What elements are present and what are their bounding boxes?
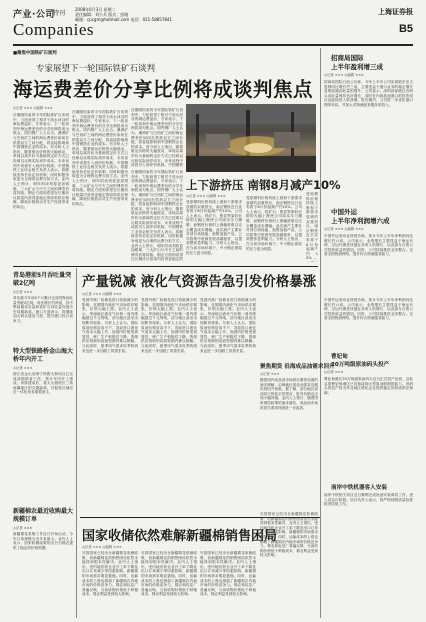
- middle-body-col2: 受原燃料价格持续上涨和下游需求放缓的双重挤压，南京钢铁近日宣布将于8月份起减产约10%。公司人士表示，铁矿石、焦炭等原料价格的大幅上涨使公司成本压力骤增，而钢材价格的上涨幅度难以完全覆盖成本增幅。此次减产主要针对部分高耗能、低附加值产品，公司将集中资源发展高端板材，以提高整体盈利能力。分析人士指出，在当前市场环境下，中小钢企面临的压力更为明显。: [246, 196, 302, 251]
- email-line: 邮箱：cpcgm@hotmail.com 电话：021-58857841: [75, 17, 173, 22]
- photo-art: [186, 104, 316, 172]
- bottom-body-col3: 尽管国家已经出台新疆棉花收储政策，但新疆棉花的销售困局依然未能得到根本性解决。业内人士指出，受内地纺织企业开工率下降及出口订单减少等因素影响，新疆棉的市场需求明显萎缩。同时，运输成本的上涨也削弱了新疆棉在内地市场的价格竞争力。棉农和轧花厂普遍反映，当前收购价格低于种植成本，棉农利益受到较大影响。: [200, 551, 256, 597]
- brand-name: 上海证券报: [378, 7, 413, 16]
- futures-byline: ◎记者 ×××: [260, 372, 280, 376]
- left-story-1-body: 青岛港今年前5个月累计完成货物吞吐量突破2亿吨，同比增长约两成，其中集装箱吞吐量和铁矿石吞吐量均创历史同期新高。港口方面表示，将继续加大码头建设力度，提升港口综合竞争力。: [13, 296, 73, 323]
- middle-byline: ◎记者 ××× ◎编辑 ×××: [186, 194, 226, 198]
- right-story-2-byline: ◎记者 ××× ◎编辑 ×××: [324, 227, 364, 231]
- left-story-2-title: 特大型铁路桥金山海大桥年内开工: [13, 348, 74, 363]
- right-bottom-body: 南岸中铁相关项目近日顺利完成设备安装调试工作，进入试运行阶段。项目负责人表示，将严格按照质量标准推进后续工作。: [324, 493, 413, 507]
- section-title: 产业·公司: [13, 10, 55, 20]
- lead-headline: 海运费差价分享比例将成谈判焦点: [13, 78, 314, 101]
- bottom-body-col4: 尽管国家已经出台新疆棉花收储政策，但新疆棉花的销售困局依然未能得到根本性解决。业内人士指出，受内地纺织企业开工率下降及出口订单减少等因素影响，新疆棉的市场需求明显萎缩。同时，运输成本的上涨也削弱了新疆棉在内地市场的价格竞争力。棉农和轧花厂普遍反映，当前收购价格低于种植成本，棉农利益受到较大影响。: [260, 512, 318, 558]
- photo-side-text: 在刚刚结束的今年国际铁矿石谈判中，力拓获得了相对于淡水河谷的海运费溢价，专家表示，下一轮谈判中海运费差价的分享比例将成为焦点。国内钢厂人士认为，澳洲矿与巴西矿之间的海运费差价如何在供需双方之间分配，将直接影响到中国钢铁企业的成本。有分析人士指出，随着航运价格的大幅波动，单纯以离岸价为基础的定价方式已经难以反映实际到岸成本，未来谈判中或将引入到岸价机制。中国钢铁工业协会相关负责人表示，将继续坚持长协定价机制，同时积极争取更为合理的运费分担方式。业内人士预计，明年的谈判将更加艰难，三大矿山与中方之间的博弈仍将持续。钢企方面则希望在长期协议框架内获得更稳定的: [131, 170, 183, 262]
- futures-body-col2: 中国外运发布业绩预告称，预计今年上半年净利润同比增长约六成。公司表示，业绩增长主要得益于海运代理、空运代理及快递业务收入的增长，以及部分合资公司投资收益的增加。同时，公司持续推进业务整合，完善全国物流网络，提升综合物流服务能力。: [324, 298, 413, 321]
- right-column-divider: [320, 48, 321, 618]
- right-story-1-body: 招商局国际日前公告称，今年上半年公司实现股东应占盈利同比增长约三成，主要受益于港口业务的稳定增长及集装箱吞吐量的提升。公司表示，深圳西部港区各码头吞吐量保持良好增长，同时在内地其他港口的投资项目也陆续进入收获期。报告期内，公司进一步优化港口网络布局，并加大对物流配套服务的投入。: [324, 80, 413, 107]
- caofeidian-body: 曹妃甸港区20万吨级原油码头近日正式投产运营，这标志着曹妃甸港区已具备接卸大型原油船舶的能力。该码头的投产将为华北地区炼化企业提供稳定的原油供应保障。: [324, 377, 413, 395]
- second-byline: ◎记者 ××× ◎编辑 ×××: [82, 292, 122, 296]
- masthead: [13, 6, 413, 44]
- bottom-byline: ◎记者 ××× ◎编辑 ×××: [82, 545, 122, 549]
- lead-bottom-rule: [13, 266, 318, 267]
- left-story-1-byline: ◎记者 ×××: [13, 290, 33, 294]
- editor-line: 责任编辑：刘小兵 版式：彭晓: [75, 12, 129, 17]
- middle-body-col3: 受原燃料价格持续上涨和下游需求放缓的双重挤压，南京钢铁近日宣布将于8月份起减产约10%。: [306, 192, 318, 261]
- middle-body-col1: 受原燃料价格持续上涨和下游需求放缓的双重挤压，南京钢铁近日宣布将于8月份起减产约10%。公司人士表示，铁矿石、焦炭等原料价格的大幅上涨使公司成本压力骤增，而钢材价格的上涨幅度难以完全覆盖成本增幅。此次减产主要针对部分高耗能、低附加值产品，公司将集中资源发展高端板材，以提高整体盈利能力。分析人士指出，在当前市场环境下，中小钢企面临的压力更为明显。: [186, 200, 242, 255]
- lead-kicker: ■聚焦中国铁矿石谈判: [13, 51, 57, 56]
- right-story-1-tag: 招商局国际: [331, 54, 364, 62]
- left-story-3-body: 新疆棉花收购工作近日开始启动，今年订单规模为近年来最大。业内人士表示，国家收储政策的出台为棉农提供了稳定的价格预期。: [13, 532, 73, 550]
- right-story-1-byline: ◎记者 ××× ◎编辑 ×××: [324, 73, 364, 77]
- lead-body-col3: 在刚刚结束的今年国际铁矿石谈判中，力拓获得了相对于淡水河谷的海运费溢价，专家表示，下一轮谈判中海运费差价的分享比例将成为焦点。国内钢厂人士认为，澳洲矿与巴西矿之间的海运费差价如何在供需双方之间分配，将直接影响到中国钢铁企业的成本。有分析人士指出，随着航运价格的大幅波动，单纯以离岸价为基础的定价方式已经难以反映实际到岸成本，未来谈判中或将引入到岸价机制。中国钢铁: [131, 108, 183, 168]
- second-body-col2: 受国内炼厂检修及进口资源减少的影响，近期国内液化气市场供应紧张，价格大幅上涨。业内人士表示，华南地区液化气价格一周内涨幅超过千元每吨，部分地区甚至出现断货现象。分析人士认为，国际原油价格居高不下，导致进口液化气成本大幅上升，而国内价格受到管控，炼厂生产积极性下降，资源供应短缺的局面短期内难以缓解。与此同时，夏季用气需求旺季的到来也进一步加剧了供需矛盾。: [141, 298, 197, 353]
- lead-body-col1: 在刚刚结束的今年国际铁矿石谈判中，力拓获得了相对于淡水河谷的海运费溢价，专家表示，下一轮谈判中海运费差价的分享比例将成为焦点。国内钢厂人士认为，澳洲矿与巴西矿之间的海运费差价如何在供需双方之间分配，将直接影响到中国钢铁企业的成本。有分析人士指出，随着航运价格的大幅波动，单纯以离岸价为基础的定价方式已经难以反映实际到岸成本，未来谈判中或将引入到岸价机制。中国钢铁工业协会相关负责人表示，将继续坚持长协定价机制，同时积极争取更为合理的运费分担方式。业内人士预计，明年的谈判将更加艰难，三大矿山与中方之间的博弈仍将持续。钢企方面则希望在长期协议框架内获得更稳定的原料供应保障，降低价格波动对生产经营带来的冲击。: [13, 113, 69, 209]
- right-story-2-body: 中国外运发布业绩预告称，预计今年上半年净利润同比增长约六成。公司表示，业绩增长主要得益于海运代理、空运代理及快递业务收入的增长，以及部分合资公司投资收益的增加。同时，公司持续推进业务整合，完善全国物流网络，提升综合物流服务能力。: [324, 234, 413, 257]
- left-story-3-byline: ◎记者 ×××: [13, 526, 33, 530]
- caofeidian-tag: 曹妃甸: [331, 354, 348, 360]
- bottom-body-col2: 尽管国家已经出台新疆棉花收储政策，但新疆棉花的销售困局依然未能得到根本性解决。业内人士指出，受内地纺织企业开工率下降及出口订单减少等因素影响，新疆棉的市场需求明显萎缩。同时，运输成本的上涨也削弱了新疆棉在内地市场的价格竞争力。棉农和轧花厂普遍反映，当前收购价格低于种植成本，棉农利益受到较大影响。: [141, 551, 197, 597]
- right-bottom-title: 南岸中铁机器客人安装: [331, 485, 387, 491]
- caofeidian-title: 20万吨级原油码头投产: [331, 362, 390, 368]
- caofeidian-byline: ◎记者 ×××: [324, 370, 344, 374]
- left-story-1-title: 青岛港前5月吞吐量突破2亿吨: [13, 272, 72, 287]
- lead-deck: 专家展望下一轮国际铁矿石谈判: [36, 64, 156, 74]
- left-column-divider: [76, 268, 77, 618]
- second-body-col3: 受国内炼厂检修及进口资源减少的影响，近期国内液化气市场供应紧张，价格大幅上涨。业内人士表示，华南地区液化气价格一周内涨幅超过千元每吨，部分地区甚至出现断货现象。分析人士认为，国际原油价格居高不下，导致进口液化气成本大幅上升，而国内价格受到管控，炼厂生产积极性下降，资源供应短缺的局面短期内难以缓解。与此同时，夏季用气需求旺季的到来也进一步加剧了供需矛盾。: [200, 298, 256, 353]
- date-line: 2008年6月3日 星期二: [75, 7, 116, 12]
- right-story-2-title: 上半年净利润增六成: [331, 217, 390, 225]
- bottom-headline: 国家收储依然难解新疆棉销售困局: [82, 529, 278, 544]
- section-en: Companies: [13, 20, 94, 39]
- second-headline: 产量锐减 液化气资源告急引发价格暴涨: [82, 274, 317, 290]
- masthead-rule: [13, 44, 413, 46]
- left-story-2-body: 浙江省金山至海宁铁路大桥项目已完成前期准备工作，预计年内开工建设。该桥建成后，将大大缩短长三角南翼地区的交通距离，对促进区域经济一体化具有重要意义。: [13, 372, 73, 395]
- page-number: B5: [398, 23, 413, 35]
- lead-body-col2: 在刚刚结束的今年国际铁矿石谈判中，力拓获得了相对于淡水河谷的海运费溢价，专家表示，下一轮谈判中海运费差价的分享比例将成为焦点。国内钢厂人士认为，澳洲矿与巴西矿之间的海运费差价如何在供需双方之间分配，将直接影响到中国钢铁企业的成本。有分析人士指出，随着航运价格的大幅波动，单纯以离岸价为基础的定价方式已经难以反映实际到岸成本，未来谈判中或将引入到岸价机制。中国钢铁工业协会相关负责人表示，将继续坚持长协定价机制，同时积极争取更为合理的运费分担方式。业内人士预计，明年的谈判将更加艰难，三大矿山与中方之间的博弈仍将持续。钢企方面则希望在长期协议框架内获得更稳定的原料供应保障，降低价格波动对生产经营带来的冲击。: [72, 110, 128, 206]
- futures-body-col1: 随着国内成品油市场供应紧张局面的逐步缓解，沿海地区成品油需求近期出现回升迹象。据了解，部分地区加油站已恢复正常供应，批发价格也出现小幅回落。业内人士预计，随着国家调控政策的逐步落实，成品油市场供需关系将得到进一步改善。: [260, 378, 318, 410]
- bottom-body-col1: 尽管国家已经出台新疆棉花收储政策，但新疆棉花的销售困局依然未能得到根本性解决。业内人士指出，受内地纺织企业开工率下降及出口订单减少等因素影响，新疆棉的市场需求明显萎缩。同时，运输成本的上涨也削弱了新疆棉在内地市场的价格竞争力。棉农和轧花厂普遍反映，当前收购价格低于种植成本，棉农利益受到较大影响。: [82, 551, 138, 597]
- right-story-2-tag: 中国外运: [331, 208, 357, 216]
- right-story-1-title: 上半年盈利增三成: [331, 63, 383, 71]
- lead-byline: ◎记者 ××× ◎编辑 ×××: [13, 106, 53, 110]
- second-body-col1: 受国内炼厂检修及进口资源减少的影响，近期国内液化气市场供应紧张，价格大幅上涨。业内人士表示，华南地区液化气价格一周内涨幅超过千元每吨，部分地区甚至出现断货现象。分析人士认为，国际原油价格居高不下，导致进口液化气成本大幅上升，而国内价格受到管控，炼厂生产积极性下降，资源供应短缺的局面短期内难以缓解。与此同时，夏季用气需求旺季的到来也进一步加剧了供需矛盾。: [82, 298, 138, 353]
- left-story-3-title: 新疆棉农最近收购最大规模订单: [13, 508, 74, 523]
- section-sub: 特刊: [53, 10, 66, 17]
- photo-caption-headline: 上下游挤压 南钢8月减产10%: [186, 178, 341, 192]
- futures-title: 聚焦期货 沿海成品油需求回升: [260, 364, 335, 370]
- steel-mill-photo: [186, 104, 316, 172]
- left-story-2-byline: ◎记者 ×××: [13, 366, 33, 370]
